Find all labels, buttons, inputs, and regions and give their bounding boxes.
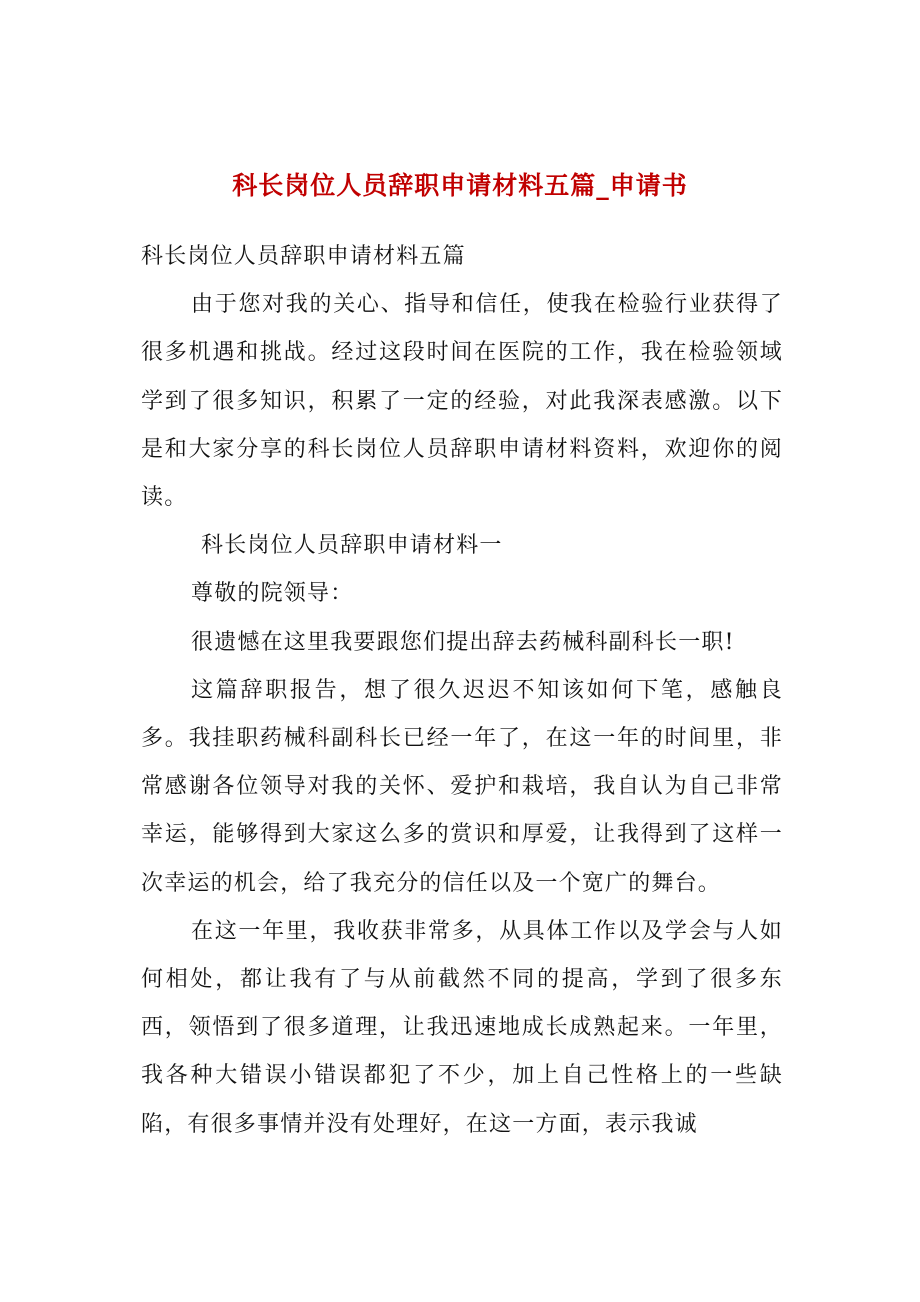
section-heading: 科长岗位人员辞职申请材料一 xyxy=(201,533,503,559)
document-title: 科长岗位人员辞职申请材料五篇_申请书 xyxy=(232,171,688,200)
body-paragraph: 在这一年里，我收获非常多，从具体工作以及学会与人如何相处，都让我有了与从前截然不同的提高，学到了很多东西，领悟到了很多道理，让我迅速地成长成熟起来。一年里，我各种大错误小错误都犯了不少，加上自己性格上的一些缺陷，有很多事情并没有处理好，在这一方面，表示我诚 xyxy=(141,918,783,1137)
body-paragraph: 这篇辞职报告，想了很久迟迟不知该如何下笔，感触良多。我挂职药械科副科长已经一年了，在这一年的时间里，非常感谢各位领导对我的关怀、爱护和栽培，我自认为自己非常幸运，能够得到大家这么多的赏识和厚爱，让我得到了这样一次幸运的机会，给了我充分的信任以及一个宽广的舞台。 xyxy=(141,677,783,896)
document-body xyxy=(141,233,783,1149)
document-subtitle: 科长岗位人员辞职申请材料五篇 xyxy=(141,244,466,269)
salutation: 尊敬的院领导： xyxy=(191,581,354,607)
body-paragraph: 很遗憾在这里我要跟您们提出辞去药械科副科长一职! xyxy=(191,629,735,655)
intro-paragraph: 由于您对我的关心、指导和信任，使我在检验行业获得了很多机遇和挑战。经过这段时间在医院的工作，我在检验领域学到了很多知识，积累了一定的经验，对此我深表感激。以下是和大家分享的科长岗位人员辞职申请材料资料，欢迎你的阅读。 xyxy=(141,292,783,511)
